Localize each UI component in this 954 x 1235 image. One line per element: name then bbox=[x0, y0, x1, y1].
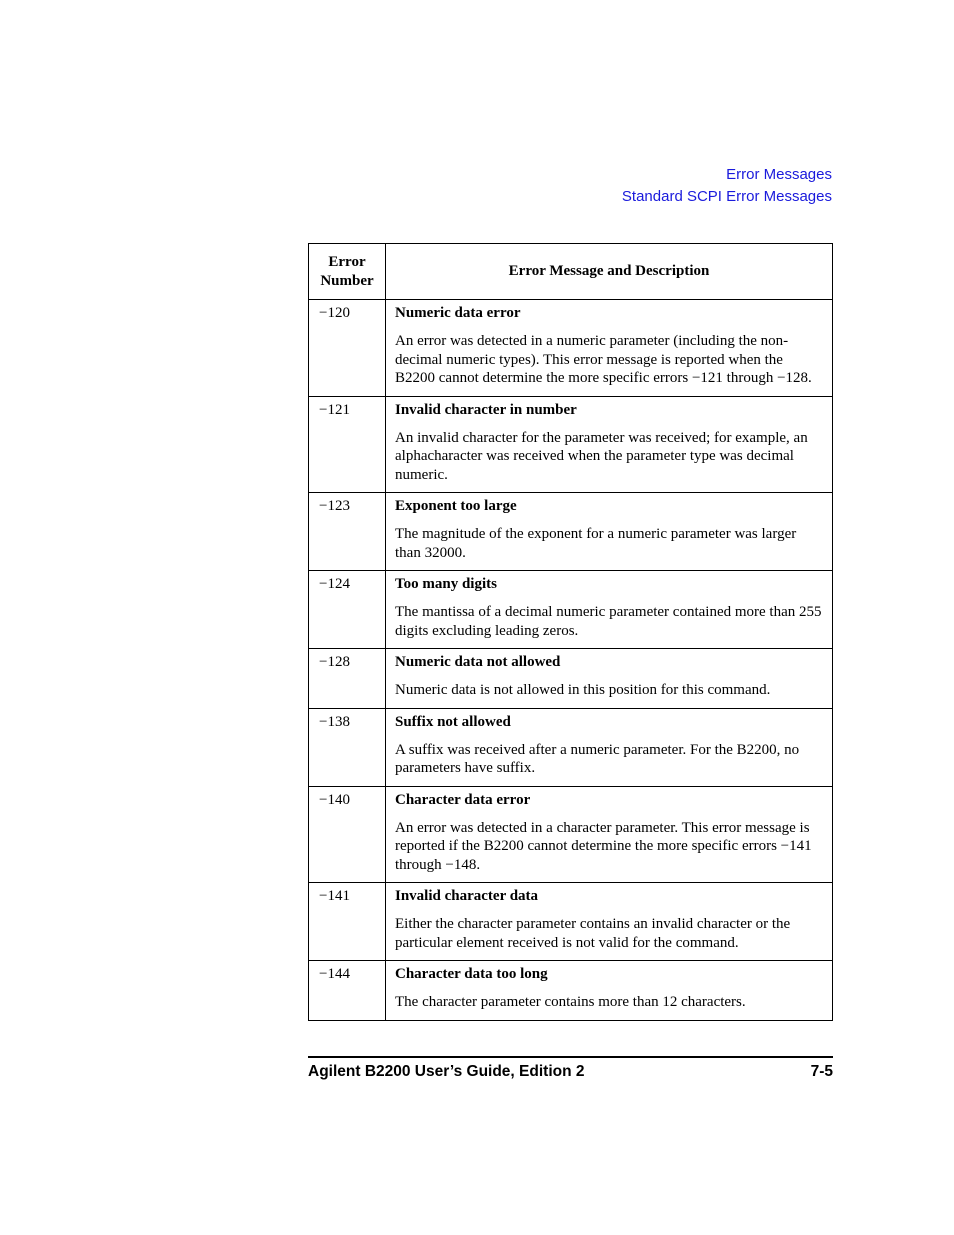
error-number: −123 bbox=[309, 493, 386, 571]
error-description bbox=[386, 786, 833, 883]
error-message-body: A suffix was received after a numeric parameter. For the B2200, no parameters have suffix. bbox=[395, 741, 800, 776]
error-message-body: Either the character parameter contains an invalid character or the particular element received is not valid for the command. bbox=[395, 916, 791, 951]
running-header bbox=[622, 164, 832, 208]
table-row bbox=[309, 300, 833, 397]
error-message-title: Suffix not allowed bbox=[395, 713, 511, 730]
footer-guide-title: Agilent B2200 User’s Guide, Edition 2 bbox=[308, 1063, 585, 1080]
error-message-title: Invalid character data bbox=[395, 888, 539, 904]
error-message-title: Exponent too large bbox=[395, 498, 517, 514]
column-header-error-number-label: Error Number bbox=[320, 253, 374, 289]
error-description bbox=[386, 708, 833, 786]
error-number: −144 bbox=[309, 961, 386, 1021]
error-message-body: The character parameter contains more than 12 characters. bbox=[395, 994, 746, 1010]
table-row bbox=[309, 883, 833, 961]
error-message-title: Invalid character in number bbox=[395, 401, 577, 418]
error-message-body: Numeric data is not allowed in this position for this command. bbox=[395, 682, 771, 698]
error-message-title: Numeric data not allowed bbox=[395, 654, 561, 670]
footer-divider bbox=[308, 1056, 833, 1058]
error-number: −140 bbox=[309, 786, 386, 883]
error-message-body: An error was detected in a numeric parameter (including the non-decimal numeric types). This error message is reported when the B2200 cannot determine the more specific errors −121 through −128. bbox=[395, 333, 812, 386]
error-description bbox=[386, 396, 833, 493]
error-description bbox=[386, 493, 833, 571]
table-row bbox=[309, 493, 833, 571]
error-number: −124 bbox=[309, 571, 386, 649]
table-row bbox=[309, 961, 833, 1021]
error-message-title: Numeric data error bbox=[395, 305, 521, 321]
error-number: −138 bbox=[309, 708, 386, 786]
error-description bbox=[386, 961, 833, 1021]
error-message-title: Character data error bbox=[395, 791, 531, 808]
error-message-body: An error was detected in a character parameter. This error message is reported if the B2200 cannot determine the more specific errors −141 through −148. bbox=[395, 819, 812, 873]
table-row bbox=[309, 571, 833, 649]
error-message-title: Too many digits bbox=[395, 576, 497, 592]
error-number: −141 bbox=[309, 883, 386, 961]
column-header-error-number bbox=[309, 244, 386, 300]
page-number: 7-5 bbox=[810, 1063, 833, 1080]
error-number: −120 bbox=[309, 300, 386, 397]
error-message-title: Character data too long bbox=[395, 966, 548, 982]
error-message-body: The mantissa of a decimal numeric parameter contained more than 255 digits excluding leading zeros. bbox=[395, 604, 822, 639]
error-number: −121 bbox=[309, 396, 386, 493]
error-description bbox=[386, 300, 833, 397]
table-row bbox=[309, 786, 833, 883]
error-description bbox=[386, 883, 833, 961]
error-table bbox=[308, 243, 833, 1021]
section-title: Standard SCPI Error Messages bbox=[621, 188, 832, 205]
error-message-body: The magnitude of the exponent for a numeric parameter was larger than 32000. bbox=[395, 526, 797, 561]
table-row bbox=[309, 708, 833, 786]
error-message-body: An invalid character for the parameter was received; for example, an alphacharacter was received when the parameter type was decimal numeric. bbox=[395, 429, 808, 483]
column-header-description: Error Message and Description bbox=[386, 244, 833, 300]
error-description bbox=[386, 649, 833, 709]
table-header-row bbox=[309, 244, 833, 300]
error-description bbox=[386, 571, 833, 649]
error-number: −128 bbox=[309, 649, 386, 709]
table-row bbox=[309, 649, 833, 709]
table-row bbox=[309, 396, 833, 493]
chapter-title: Error Messages bbox=[726, 166, 832, 183]
